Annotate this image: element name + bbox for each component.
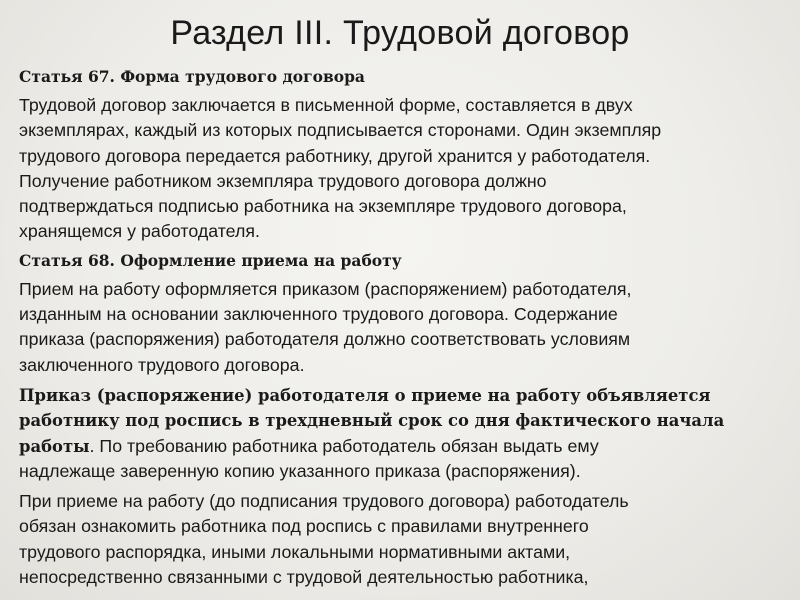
paragraph-line: непосредственно связанными с трудовой деятельностью работника, xyxy=(19,567,589,588)
bold-fragment: работы xyxy=(19,436,90,456)
slide-title: Раздел III. Трудовой договор xyxy=(170,14,630,52)
article-67-heading: Статья 67. Форма трудового договора xyxy=(19,67,365,86)
article-68-heading: Статья 68. Оформление приема на работу xyxy=(19,250,402,270)
article-67-paragraph xyxy=(19,93,797,245)
paragraph-line-mixed xyxy=(19,434,797,459)
regular-fragment: . По требованию работника работодатель обязан выдать ему xyxy=(89,435,599,456)
paragraph-line: трудового договора передается работнику, другой хранится у работодателя. xyxy=(19,145,651,166)
paragraph-line-bold: работнику под роспись в трехдневный срок со дня фактического начала xyxy=(19,411,725,431)
paragraph-line: приказа (распоряжения) работодателя должно соответствовать условиям xyxy=(19,329,631,350)
paragraph-line: Трудовой договор заключается в письменной форме, составляется в двух xyxy=(19,95,633,115)
paragraph-line: трудового распорядка, иными локальными нормативными актами, xyxy=(19,541,571,562)
paragraph-line: хранящемся у работодателя. xyxy=(19,221,260,242)
paragraph-line-bold: Приказ (распоряжение) работодателя о приеме на работу объявляется xyxy=(19,385,711,405)
paragraph-line: экземплярах, каждый из которых подписывается сторонами. Один экземпляр xyxy=(19,120,662,141)
slide-content xyxy=(19,66,797,595)
paragraph-line: изданным на основании заключенного трудового договора. Содержание xyxy=(19,304,618,325)
paragraph-line: подтверждаться подписью работника на экземпляре трудового договора, xyxy=(19,196,627,217)
paragraph-line: обязан ознакомить работника под роспись с правилами внутреннего xyxy=(19,516,589,537)
paragraph-line: заключенного трудового договора. xyxy=(19,354,305,375)
article-68-paragraph-2 xyxy=(19,383,797,484)
paragraph-line: Прием на работу оформляется приказом (распоряжением) работодателя, xyxy=(19,278,632,299)
article-68-paragraph-3 xyxy=(19,489,797,590)
article-68-paragraph-1 xyxy=(19,277,797,378)
paragraph-line: надлежаще заверенную копию указанного приказа (распоряжения). xyxy=(19,460,581,481)
paragraph-line: Получение работником экземпляра трудового договора должно xyxy=(19,170,547,191)
paragraph-line: При приеме на работу (до подписания трудового договора) работодатель xyxy=(19,491,629,512)
